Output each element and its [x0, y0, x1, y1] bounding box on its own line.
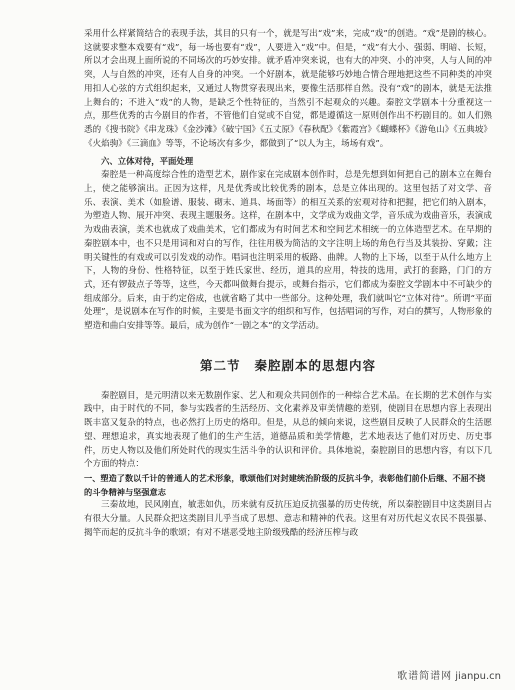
subheading-stereo-treatment: 六、立体对待，平面处理: [101, 156, 194, 167]
point-heading-1: 一、塑造了数以千计的普通人的艺术形象，歌颂他们对封建统治阶级的反抗斗争，表彰他们前仆后继、不屈不挠的斗争精神与坚强意志: [84, 472, 486, 497]
book-page: [84, 28, 492, 541]
paragraph-drama-conflict: 采用什么样紧简结合的表现手法，其目的只有一个，就是写出“戏”来，完成“戏”的创造。“戏”是剧的核心。这就要求整本戏要有“戏”，每一场也要有“戏”，人要进入“戏”中。但是，“戏”有大小、强弱、明暗、长短，所以才会出现上面所说的不同场次的巧妙安排。就矛盾冲突来说，也有大的冲突、小的冲突，人与人间的冲突，人与自然的冲突，还有人自身的冲突。一个好剧本，就是能够巧妙地合情合理地把这些不同种类的冲突用扣人心弦的方式组织起来，又通过人物贯穿表现出来，要像生活那样自然。没有“戏”的剧本，就是无法推上舞台的；不进入“戏”的人物，是缺乏个性特征的，当然引不起观众的兴趣。秦腔文学剧本十分重视这一点，那些优秀的古今剧目的作者，不管他们自觉或不自觉，都是遵循这一原则创作出不朽剧目的。如人们熟悉的《搜书院》《串龙珠》《金沙滩》《破宁国》《五丈原》《春秋配》《紫霞宫》《蝴蝶杯》《游龟山》《五典坡》《火焰驹》《三滴血》等等，不论场次有多少，都做到了“以人为主，场场有戏”。: [84, 29, 492, 149]
watermark-url: jianpu.cn: [455, 671, 501, 682]
section-number: 第二节: [199, 357, 241, 373]
watermark-text: 歌谱简谱网: [397, 671, 453, 682]
paragraph-stereo-treatment: 秦腔是一种高度综合性的造型艺术，剧作家在完成剧本创作时，总是先想到如何把自己的剧本立在舞台上，使之能够演出。正因为这样，凡是优秀或比较优秀的剧本，总是立体出现的。这里包括了对文学、音乐、表演、美术（如脸谱、服装、砌末、道具、场面等）的相互关系的宏观对待和把握，把它们纳入剧本，为塑造人物、展开冲突、表现主题服务。这样，在剧本中，文学成为戏曲文学，音乐成为戏曲音乐，表演成为戏曲表演，美术也就成了戏曲美术，它们都成为有时间艺术和空间艺术相统一的立体造型艺术。在早期的秦腔剧本中，也不只是用词和对白的写作，往往用极为简洁的文字注明上场的角色行当及其装扮、穿戴；注明关键性的有戏或可以引发戏的动作。唱词也注明采用的板路、曲牌。人物的上下场，以至于从什么地方上下，人物的身份、性格特征，以至于姓氏家世、经历，道具的应用，特技的选用，武打的套路，门门的方式，还有锣鼓点子等等，这些，今天都叫做舞台提示，或舞台指示，它们都成为秦腔文学剧本中不可缺少的组成部分。后来，由于约定俗成，也就省略了其中一些部分。这种处理，我们就叫它“立体对待”。所谓“平面处理”，是说剧本在写作的时候，主要是书面文字的组织和写作，包括唱词的写作，对白的撰写，人物形象的塑造和曲白安排等等。最后，成为创作“一剧之本”的文学活动。: [84, 170, 492, 332]
paragraph-ideological-content: 秦腔剧目，是元明清以来无数剧作家、艺人和观众共同创作的一种综合艺术品。在长期的艺术创作与实践中，由于时代的不同，参与实践者的生活经历、文化素养及审美情趣的差别，使剧目在思想内容上表现出既丰富又复杂的特点，也必然打上历史的烙印。但是，从总的倾向来说，这些剧目反映了人民群众的生活愿望、理想追求，真实地表现了他们的生产生活，道德品质和美学情趣，艺术地表达了他们对历史、历史事件，历史人物以及他们所处时代的现实生活斗争的认识和评价。具体地说，秦腔剧目的思想内容，有以下几个方面的特点：: [84, 390, 492, 470]
site-watermark: [397, 667, 501, 682]
section-title: 秦腔剧本的思想内容: [254, 357, 377, 373]
paragraph-resistance: 三秦故地，民风刚直，敏悲如仇，历来就有反抗压迫反抗强暴的历史传统，所以秦腔剧目中这类剧目占有很大分量。人民群众把这类剧目儿乎当成了思想、意志和精神的代表。这里有对历代起义农民不畏强暴、揭竿而起的反抗斗争的歌颂；有对不堪恶受地主阶级残酷的经济压榨与政: [84, 500, 492, 538]
section-heading: [84, 356, 492, 374]
